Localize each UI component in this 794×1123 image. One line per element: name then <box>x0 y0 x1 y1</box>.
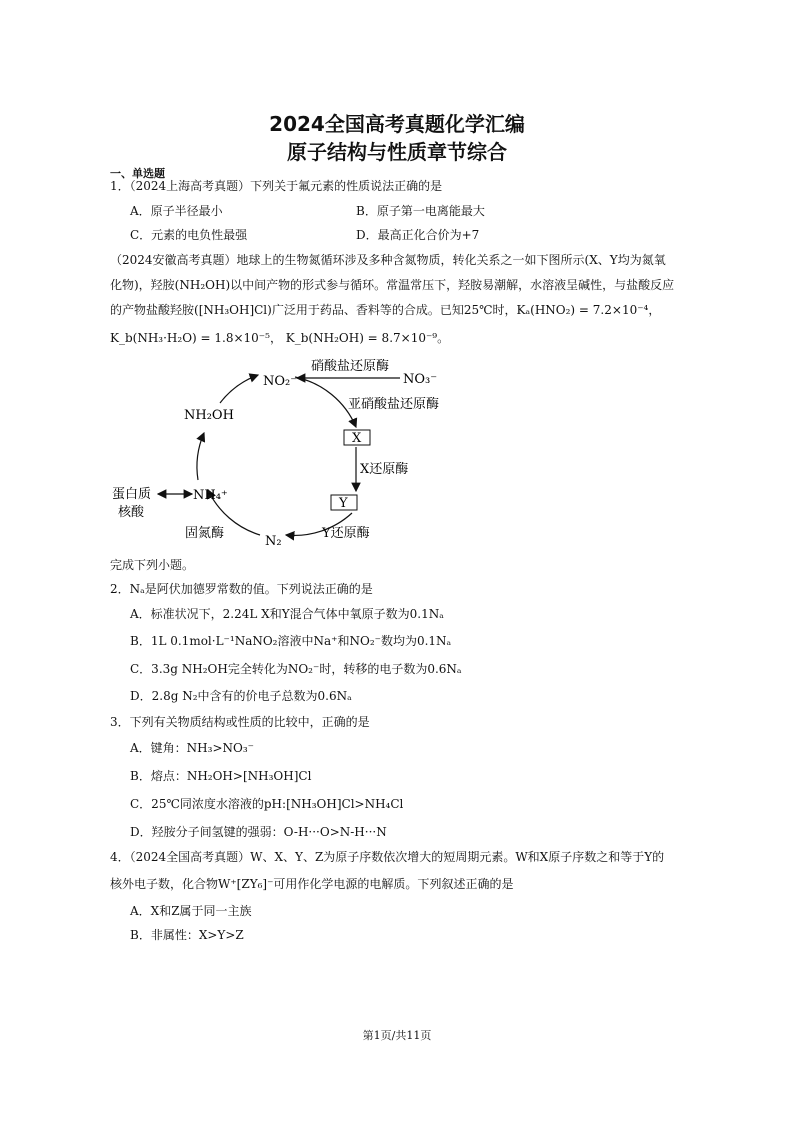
page-footer: 第1页/共11页 <box>362 1029 432 1042</box>
q3-option-c: C．25℃同浓度水溶液的pH:[NH₃OH]Cl>NH₄Cl <box>130 797 404 811</box>
label-nh2oh: NH₂OH <box>184 408 234 423</box>
q2-option-d: D．2.8g N₂中含有的价电子总数为0.6Nₐ <box>130 689 352 703</box>
q1-stem: 1．（2024上海高考真题）下列关于氟元素的性质说法正确的是 <box>110 179 443 193</box>
q4-option-b: B．非属性：X>Y>Z <box>130 928 244 942</box>
q4-stem-line-1: 4．（2024全国高考真题）W、X、Y、Z为原子序数依次增大的短周期元素。W和X原子序数之和等于Y的 <box>110 850 665 864</box>
label-no2: NO₂⁻ <box>263 374 298 389</box>
section-heading: 一、单选题 <box>110 167 165 180</box>
arc-nh2oh-to-no2 <box>220 375 258 403</box>
kb-nh2oh: K_b(NH₂OH) = 8.7×10⁻⁹ <box>285 331 438 345</box>
q1-option-a: A．原子半径最小 <box>130 204 223 218</box>
q3-stem: 3．下列有关物质结构或性质的比较中，正确的是 <box>110 715 370 729</box>
label-protein: 蛋白质 <box>112 487 152 502</box>
label-y: Y <box>339 496 348 511</box>
kb-nh3: K_b(NH₃·H₂O) = 1.8×10⁻⁵ <box>110 331 270 345</box>
label-y-reductase: Y还原酶 <box>322 526 370 541</box>
passage-line-3: 的产物盐酸羟胺([NH₃OH]Cl)广泛用于药品、香料等的合成。已知25℃时，Kₐ(HNO₂) = 7.2×10⁻⁴， <box>110 303 661 317</box>
q1-option-c: C．元素的电负性最强 <box>130 228 248 242</box>
page-subtitle: 原子结构与性质章节综合 <box>287 140 507 164</box>
label-nh4: NH₄⁺ <box>193 488 228 503</box>
passage-line-2: 化物)，羟胺(NH₂OH)以中间产物的形式参与循环。常温常压下，羟胺易潮解，水溶液呈碱性，与盐酸反应 <box>110 278 675 292</box>
complete-instruction: 完成下列小题。 <box>110 558 195 572</box>
passage-line-4: K_b(NH₃·H₂O) = 1.8×10⁻⁵， K_b(NH₂OH) = 8.7×10⁻⁹。 <box>110 331 450 345</box>
label-nitrite-reductase: 亚硝酸盐还原酶 <box>348 397 440 412</box>
arc-nh4-to-nh2oh <box>197 433 204 480</box>
q3-option-d: D．羟胺分子间氢键的强弱：O-H···O>N-H···N <box>130 825 387 839</box>
ka-value: Kₐ(HNO₂) = 7.2×10⁻⁴ <box>516 303 649 317</box>
q2-option-b: B．1L 0.1mol·L⁻¹NaNO₂溶液中Na⁺和NO₂⁻数均为0.1Nₐ <box>130 634 452 648</box>
q4-stem-line-2: 核外电子数，化合物W⁺[ZY₆]⁻可用作化学电源的电解质。下列叙述正确的是 <box>110 877 514 891</box>
label-no3: NO₃⁻ <box>403 372 438 387</box>
label-x-reductase: X还原酶 <box>360 462 409 477</box>
q3-option-a: A．键角：NH₃>NO₃⁻ <box>130 741 254 755</box>
q2-option-a: A．标准状况下，2.24L X和Y混合气体中氧原子数为0.1Nₐ <box>130 607 444 621</box>
label-nitrogenase: 固氮酶 <box>185 526 225 541</box>
label-x: X <box>352 431 362 446</box>
formula-salt: [NH₃OH]Cl <box>198 303 268 317</box>
q2-stem: 2．Nₐ是阿伏加德罗常数的值。下列说法正确的是 <box>110 582 373 596</box>
q1-option-d: D．最高正化合价为+7 <box>356 228 480 242</box>
q3-option-b: B．熔点：NH₂OH>[NH₃OH]Cl <box>130 769 312 783</box>
formula-nh2oh: NH₂OH <box>179 278 226 292</box>
q1-option-b: B．原子第一电离能最大 <box>356 204 485 218</box>
page-title: 2024全国高考真题化学汇编 <box>269 112 525 136</box>
arc-no2-to-x <box>295 377 356 427</box>
label-nitrate-reductase: 硝酸盐还原酶 <box>311 359 390 374</box>
nitrogen-cycle-diagram <box>100 355 460 555</box>
q4-option-a: A．X和Z属于同一主族 <box>130 904 252 918</box>
label-n2: N₂ <box>265 534 282 549</box>
q2-option-c: C．3.3g NH₂OH完全转化为NO₂⁻时，转移的电子数为0.6Nₐ <box>130 662 462 676</box>
label-nucleic-acid: 核酸 <box>118 505 145 520</box>
passage-line-1: （2024安徽高考真题）地球上的生物氮循环涉及多种含氮物质，转化关系之一如下图所示(X、Y均为氮氧 <box>110 253 666 267</box>
